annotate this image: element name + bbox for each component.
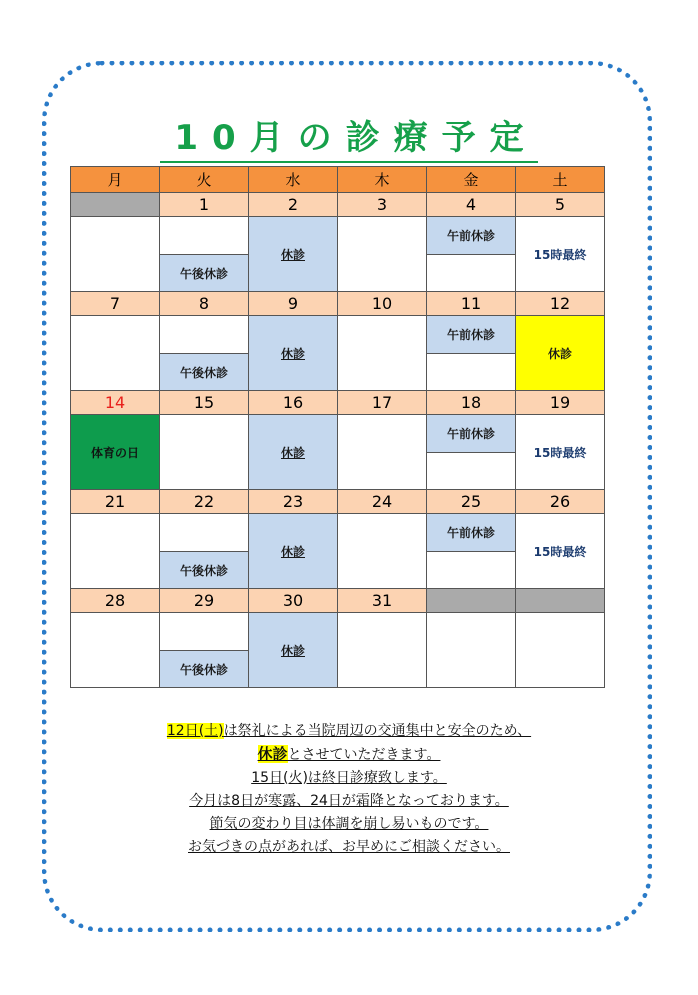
date-cell: 17 [338,391,427,415]
schedule-cell [427,415,516,490]
pm-slot [427,551,515,588]
date-cell: 5 [516,193,605,217]
schedule-cell [427,316,516,391]
notice-line-2-text: とさせていただきます。 [287,747,441,763]
date-cell-holiday: 14 [71,391,160,415]
schedule-cell-empty [427,613,516,688]
date-cell: 3 [338,193,427,217]
date-cell: 26 [516,490,605,514]
schedule-row [71,217,605,292]
schedule-cell [249,415,338,490]
weekday-wed: 水 [249,167,338,193]
am-slot [160,613,248,650]
date-cell: 19 [516,391,605,415]
calendar-table [70,166,605,688]
weekday-fri: 金 [427,167,516,193]
early-close: 15時最終 [533,445,587,460]
closed-label: 休診 [280,643,305,658]
notice-closed-highlight: 休診 [257,745,288,763]
notice-line-4: 今月は8日が寒露、24日が霜降となっております。 [189,793,509,809]
closed-day [249,613,337,687]
page-title: 10月の診療予定 [160,110,537,163]
schedule-cell [338,514,427,589]
date-cell: 22 [160,490,249,514]
schedule-cell [249,316,338,391]
schedule-cell [71,415,160,490]
schedule-cell [160,613,249,688]
am-closed: 午前休診 [427,217,515,254]
date-row [71,490,605,514]
date-cell: 7 [71,292,160,316]
date-cell: 12 [516,292,605,316]
schedule-cell [516,415,605,490]
pm-closed: 午後休診 [160,254,248,291]
early-close: 15時最終 [533,247,587,262]
schedule-cell [160,514,249,589]
date-cell-empty [427,589,516,613]
schedule-cell [71,613,160,688]
notice-date-highlight: 12日(土) [166,723,224,739]
date-cell-empty [516,589,605,613]
schedule-cell-empty [516,613,605,688]
date-cell: 9 [249,292,338,316]
notice-line-1 [0,720,698,743]
schedule-cell [71,514,160,589]
weekday-header-row [71,167,605,193]
date-cell: 11 [427,292,516,316]
schedule-cell [249,217,338,292]
schedule-cell [338,217,427,292]
closed-label: 休診 [280,445,305,460]
page-title-wrap [0,110,698,163]
schedule-cell [249,514,338,589]
closed-label: 休診 [280,544,305,559]
schedule-cell-empty [71,217,160,292]
weekday-sat: 土 [516,167,605,193]
notice-line-5: 節気の変わり目は体調を崩し易いものです。 [209,816,489,832]
am-slot [160,217,248,254]
pm-slot [427,353,515,390]
weekday-mon: 月 [71,167,160,193]
notice-line-3: 15日(火)は終日診療致します。 [251,770,447,786]
notice-text [0,720,698,859]
schedule-cell [427,514,516,589]
am-closed: 午前休診 [427,415,515,452]
date-row [71,589,605,613]
schedule-cell [516,217,605,292]
date-cell: 23 [249,490,338,514]
festival-closed: 休診 [516,316,604,390]
am-closed: 午前休診 [427,316,515,353]
date-row [71,193,605,217]
date-cell: 4 [427,193,516,217]
am-slot [160,316,248,353]
closed-day [249,415,337,489]
pm-slot [427,254,515,291]
date-cell: 16 [249,391,338,415]
date-cell: 21 [71,490,160,514]
schedule-cell [516,514,605,589]
date-cell: 1 [160,193,249,217]
date-cell: 24 [338,490,427,514]
schedule-row [71,316,605,391]
schedule-cell [71,316,160,391]
schedule-cell [160,316,249,391]
pm-closed: 午後休診 [160,551,248,588]
notice-line-2 [0,743,698,767]
closed-label: 休診 [280,346,305,361]
date-cell: 28 [71,589,160,613]
weekday-thu: 木 [338,167,427,193]
date-cell: 29 [160,589,249,613]
schedule-cell [427,217,516,292]
date-cell: 15 [160,391,249,415]
pm-closed: 午後休診 [160,650,248,687]
schedule-cell [338,613,427,688]
schedule-cell [338,415,427,490]
date-cell: 10 [338,292,427,316]
early-close: 15時最終 [533,544,587,559]
date-cell: 8 [160,292,249,316]
pm-closed: 午後休診 [160,353,248,390]
schedule-cell [338,316,427,391]
date-row [71,391,605,415]
schedule-cell [249,613,338,688]
closed-label: 休診 [280,247,305,262]
schedule-cell [160,415,249,490]
schedule-cell [516,316,605,391]
date-cell: 25 [427,490,516,514]
holiday-label: 体育の日 [71,415,159,489]
am-closed: 午前休診 [427,514,515,551]
date-cell: 18 [427,391,516,415]
schedule-row [71,514,605,589]
closed-day [249,316,337,390]
date-cell: 31 [338,589,427,613]
am-slot [160,514,248,551]
pm-slot [427,452,515,489]
notice-line-1-text: は祭礼による当院周辺の交通集中と安全のため、 [223,723,532,739]
schedule-cell [160,217,249,292]
closed-day [249,217,337,291]
schedule-row [71,613,605,688]
date-cell-empty [71,193,160,217]
closed-day [249,514,337,588]
notice-line-6: お気づきの点があれば、お早めにご相談ください。 [188,839,510,855]
date-cell: 2 [249,193,338,217]
date-cell: 30 [249,589,338,613]
schedule-row [71,415,605,490]
date-row [71,292,605,316]
weekday-tue: 火 [160,167,249,193]
